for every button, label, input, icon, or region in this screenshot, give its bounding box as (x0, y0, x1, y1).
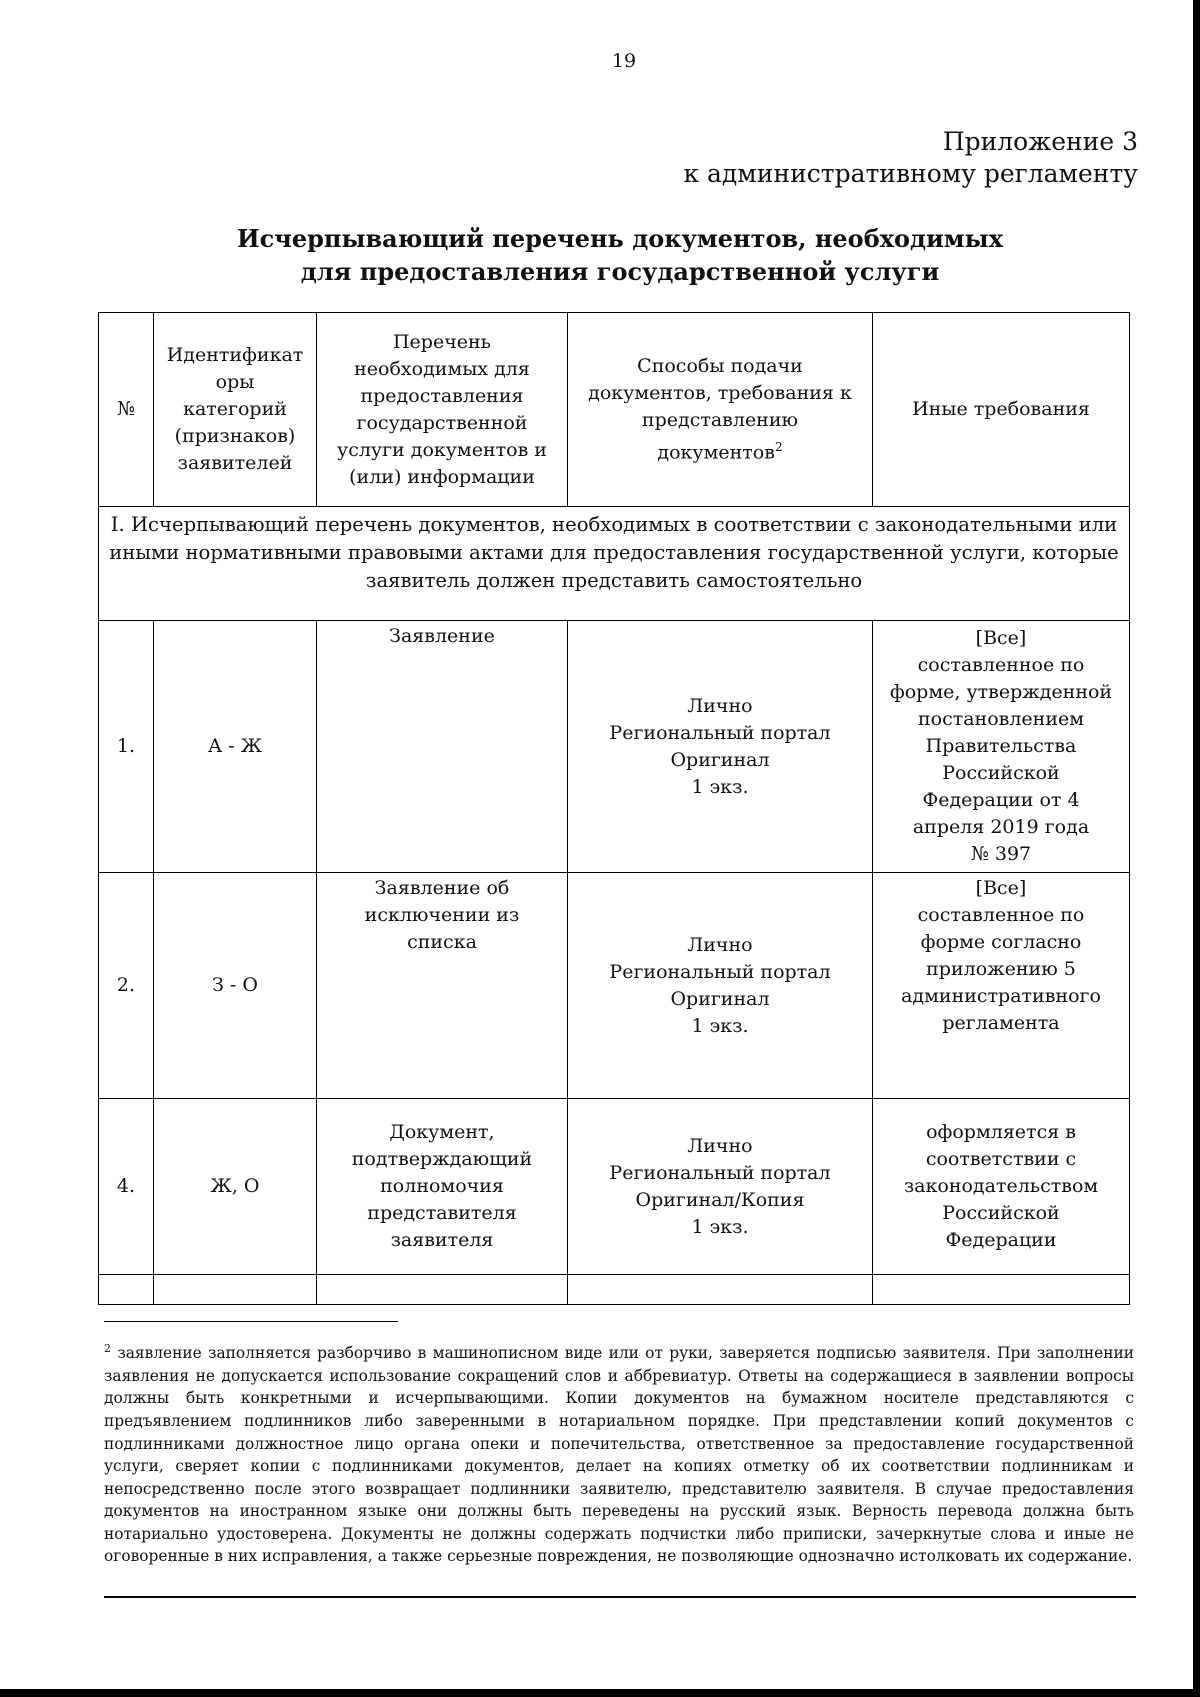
empty-table-row (99, 1275, 1130, 1305)
footnote (104, 1338, 1134, 1568)
bottom-rule (104, 1596, 1136, 1598)
table-row (99, 873, 1130, 1099)
row-other-requirements: оформляется в соответствии с законодательством Российской Федерации (873, 1099, 1130, 1275)
row-submission-method: Лично Региональный портал Оригинал 1 экз. (568, 621, 873, 873)
row-other-requirements: [Все] составленное по форме, утвержденной постановлением Правительства Российской Федерации от 4 апреля 2019 года № 397 (873, 621, 1130, 873)
header-submission-methods (568, 313, 873, 507)
row-number: 2. (99, 873, 154, 1099)
row-document: Заявление об исключении из списка (317, 873, 568, 1099)
footnote-separator (104, 1321, 398, 1322)
section-row (99, 507, 1130, 621)
header-submission-methods-text: Способы подачи документов, требования к представлению документов (588, 354, 852, 464)
documents-table (98, 312, 1130, 1305)
appendix-header (683, 126, 1138, 190)
section-title: I. Исчерпывающий перечень документов, необходимых в соответствии с законодательными или иными нормативными правовыми актами для предоставления государственной услуги, которые заявитель должен представить самостоятельно (99, 507, 1130, 621)
row-applicant-ids: Ж, О (154, 1099, 317, 1275)
scan-right-border (1193, 0, 1200, 1697)
empty-cell (99, 1275, 154, 1305)
empty-cell (317, 1275, 568, 1305)
page-number: 19 (611, 50, 637, 72)
document-title-line-2: для предоставления государственной услуги (300, 257, 940, 286)
empty-cell (873, 1275, 1130, 1305)
table-row (99, 1099, 1130, 1275)
table-header-row (99, 313, 1130, 507)
footnote-reference-marker: 2 (774, 439, 783, 454)
appendix-line-2: к административному регламенту (683, 159, 1138, 188)
row-submission-method: Лично Региональный портал Оригинал/Копия 1 экз. (568, 1099, 873, 1275)
row-other-requirements: [Все] составленное по форме согласно приложению 5 административного регламента (873, 873, 1130, 1099)
header-required-documents: Перечень необходимых для предоставления государственной услуги документов и (или) информации (317, 313, 568, 507)
scan-bottom-border (0, 1689, 1200, 1697)
row-document: Документ, подтверждающий полномочия представителя заявителя (317, 1099, 568, 1275)
header-number: № (99, 313, 154, 507)
footnote-text: заявление заполняется разборчиво в машинописном виде или от руки, заверяется подписью заявителя. При заполнении заявления не допускается использование сокращений слов и аббревиатур. Ответы на содержащиеся в заявлении вопросы должны быть конкретными и исчерпывающими. Копии документов на бумажном носителе представляются с предъявлением подлинников либо заверенными в нотариальном порядке. При представлении копий документов с подлинниками должностное лицо органа опеки и попечительства, ответственное за предоставление государственной услуги, сверяет копии с подлинниками документов, делает на копиях отметку об их соответствии подлинникам и непосредственно после этого возвращает подлинники заявителю, представителю заявителя. В случае предоставления документов на иностранном языке они должны быть переведены на русский язык. Верность перевода должна быть нотариально удостоверена. Документы не должны содержать подчистки либо приписки, зачеркнутые слова и иные не оговоренные в них исправления, а также серьезные повреждения, не позволяющие однозначно истолковать их содержание. (104, 1344, 1134, 1566)
footnote-marker: 2 (104, 1342, 111, 1355)
header-applicant-identifiers: Идентификат оры категорий (признаков) заявителей (154, 313, 317, 507)
empty-cell (568, 1275, 873, 1305)
appendix-line-1: Приложение 3 (942, 127, 1138, 156)
row-applicant-ids: З - О (154, 873, 317, 1099)
document-title (100, 222, 1140, 288)
row-submission-method: Лично Региональный портал Оригинал 1 экз. (568, 873, 873, 1099)
row-document: Заявление (317, 621, 568, 873)
header-other-requirements: Иные требования (873, 313, 1130, 507)
row-number: 4. (99, 1099, 154, 1275)
row-applicant-ids: А - Ж (154, 621, 317, 873)
empty-cell (154, 1275, 317, 1305)
table-row (99, 621, 1130, 873)
document-title-line-1: Исчерпывающий перечень документов, необходимых (236, 224, 1004, 253)
row-number: 1. (99, 621, 154, 873)
